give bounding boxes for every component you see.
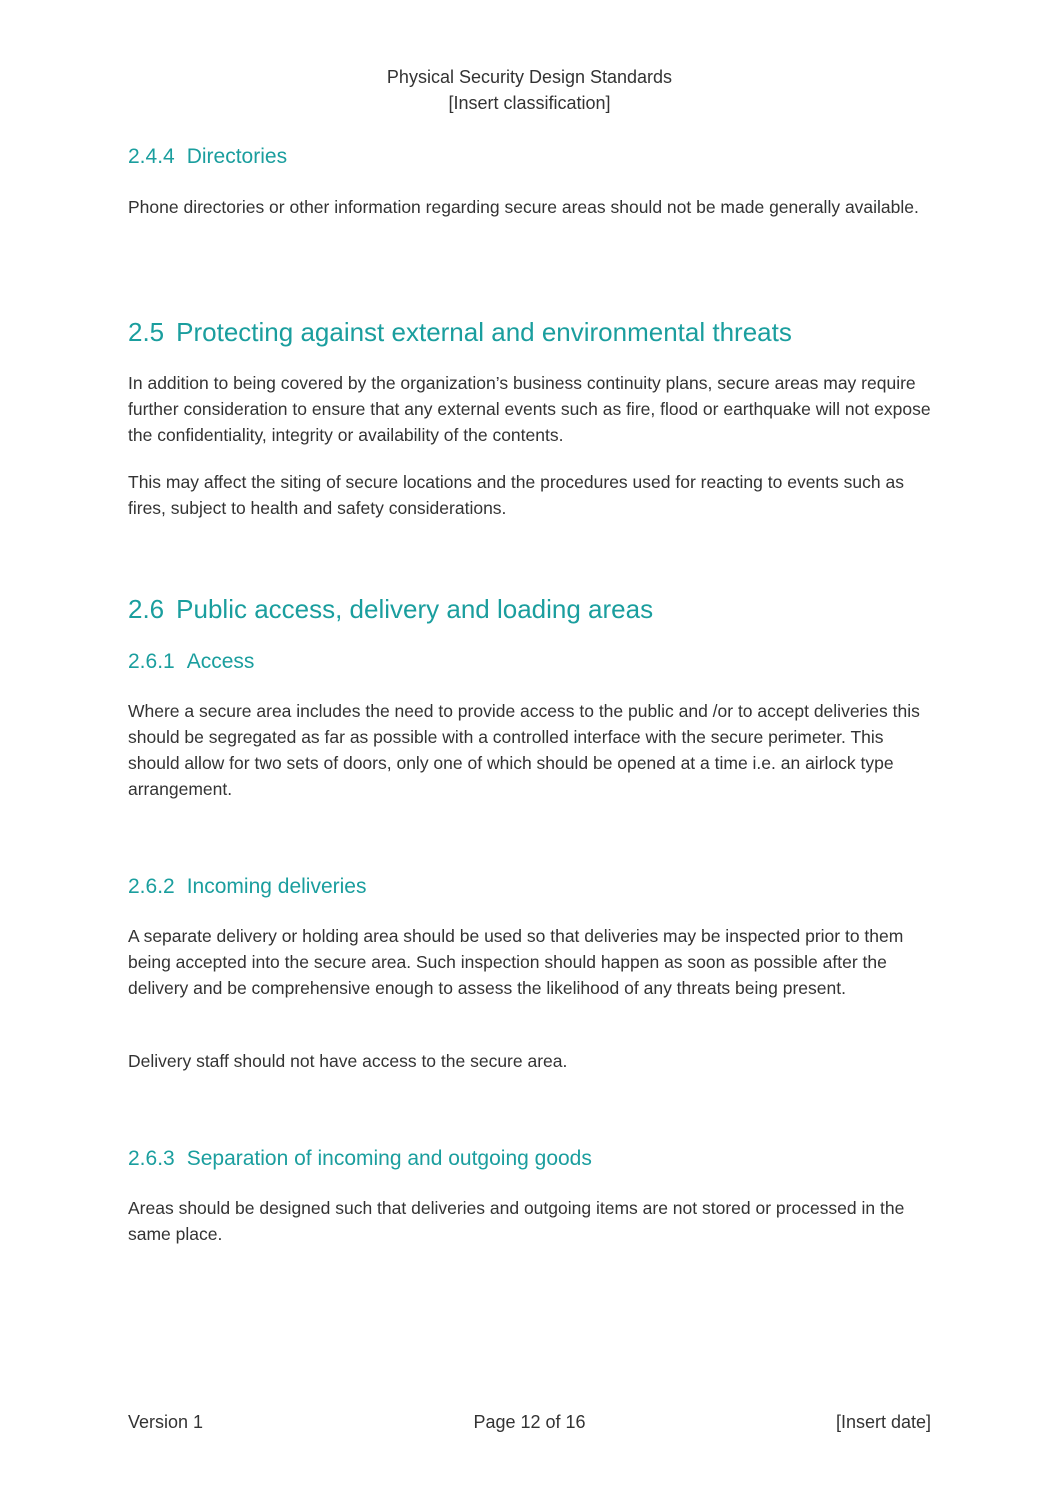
heading-2-4-4 — [128, 143, 287, 171]
section-title: Protecting against external and environmental threats — [176, 317, 792, 347]
heading-2-6-3 — [128, 1145, 592, 1173]
section-title: Directories — [186, 145, 288, 168]
section-number: 2.6.2 — [128, 875, 175, 898]
footer-date: [Insert date] — [835, 1412, 931, 1432]
heading-2-6-2 — [128, 873, 366, 901]
section-number: 2.6 — [128, 594, 165, 624]
section-title: Incoming deliveries — [186, 875, 367, 898]
classification-label: [Insert classification] — [448, 93, 611, 113]
paragraph-incoming-deliveries-2: Delivery staff should not have access to the secure area. — [128, 1051, 568, 1071]
page-footer — [128, 1409, 931, 1435]
heading-2-6-1 — [128, 648, 254, 676]
paragraph-incoming-deliveries-1: A separate delivery or holding area should be used so that deliveries may be inspected prior to them being accepted into the secure area. Such inspection should happen as soon as possible after the delivery and be comprehensive enough to assess the likelihood of any threats being present. — [128, 926, 904, 998]
section-number: 2.4.4 — [128, 145, 175, 168]
heading-2-6 — [128, 592, 653, 626]
heading-2-5 — [128, 315, 792, 349]
section-number: 2.5 — [128, 317, 165, 347]
section-number: 2.6.3 — [128, 1147, 175, 1170]
paragraph-access: Where a secure area includes the need to provide access to the public and /or to accept deliveries this should be segregated as far as possible with a controlled interface with the secure perimeter. This should allow for two sets of doors, only one of which should be opened at a time i.e. an airlock type arrangement. — [128, 701, 920, 799]
paragraph-external-threats-2: This may affect the siting of secure locations and the procedures used for reacting to events such as fires, subject to health and safety considerations. — [128, 472, 904, 518]
paragraph-external-threats-1: In addition to being covered by the organization’s business continuity plans, secure areas may require further consideration to ensure that any external events such as fire, flood or earthquake will not expose the confidentiality, integrity or availability of the contents. — [128, 373, 931, 445]
section-title: Separation of incoming and outgoing goods — [186, 1147, 592, 1170]
page-header — [0, 64, 1059, 116]
paragraph-directories: Phone directories or other information regarding secure areas should not be made generally available. — [128, 197, 919, 217]
paragraph-separation: Areas should be designed such that deliveries and outgoing items are not stored or processed in the same place. — [128, 1198, 905, 1244]
footer-page-number: Page 12 of 16 — [473, 1412, 586, 1432]
section-title: Public access, delivery and loading areas — [176, 594, 654, 624]
document-title: Physical Security Design Standards — [386, 67, 673, 87]
footer-version: Version 1 — [128, 1412, 204, 1432]
section-number: 2.6.1 — [128, 650, 175, 673]
section-title: Access — [186, 650, 255, 673]
